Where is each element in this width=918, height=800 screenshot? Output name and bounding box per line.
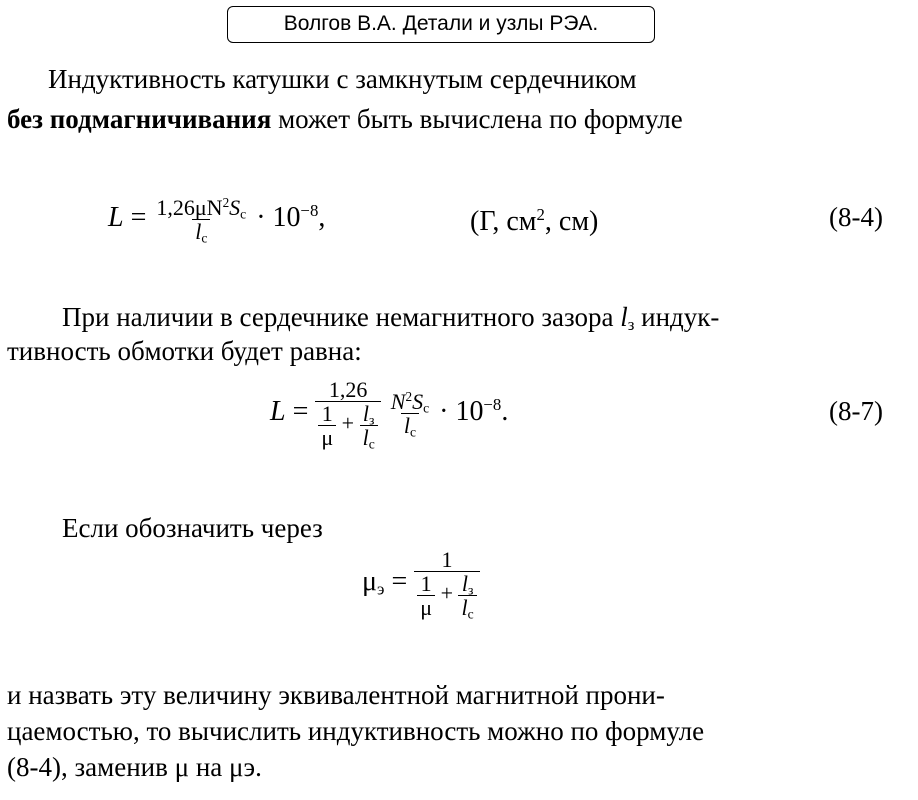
paragraph-2-line-1: При наличии в сердечнике немагнитного зазора $l_з$ индук-	[62, 302, 720, 335]
paragraph-1-line-2	[7, 104, 683, 135]
paragraph-3-line-1: Если обозначить через	[62, 513, 323, 543]
equation-8-4: L = $\frac{1,26\mu N^2S_c}{l_c}$ · $10^{-8}$,	[108, 195, 326, 246]
paragraph-2-line-2: тивность обмотки будет равна:	[7, 336, 362, 366]
equation-number-8-7: (8-7)	[829, 396, 883, 426]
equation-number-8-4: (8-4)	[829, 202, 883, 232]
equation-8-7: L = 1,26 $\frac{1}{\mu}$ + $\frac{l_з}{l_c}$ $\frac{N^2S_c}{l_c}$ · $10^{-8}$.	[270, 377, 509, 452]
paragraph-4-line-2: цаемостью, то вычислить индуктивность можно по формуле	[7, 716, 705, 746]
equation-mu-e: $\mu_э$ = 1 $\frac{1}{\mu}$ + $\frac{l_з}{l_c}$	[362, 548, 480, 619]
eq-mu-e-fraction: 1 $\frac{1}{\mu}$ + $\frac{l_з}{l_c}$	[414, 548, 479, 619]
book-title-label: Волгов В.А. Детали и узлы РЭА.	[227, 6, 655, 43]
paragraph-4-line-1: и назвать эту величину эквивалентной магнитной прони-	[7, 680, 665, 710]
eq-8-7-ns-fraction: $\frac{N^2S_c}{l_c}$	[390, 389, 430, 440]
eq-8-4-fraction: $\frac{1,26\mu N^2S_c}{l_c}$	[156, 195, 247, 246]
paragraph-4-line-3: (8-4), заменив μ на μэ.	[7, 752, 262, 782]
bold-term: без подмагничивания	[7, 104, 272, 134]
eq-8-7-outer-fraction: 1,26 $\frac{1}{\mu}$ + $\frac{l_з}{l_c}$	[315, 378, 380, 449]
paragraph-1-line-1: Индуктивность катушки с замкнутым сердечником	[48, 64, 637, 94]
paragraph-1-line-2-rest: может быть вычислена по формуле	[271, 104, 683, 134]
equation-8-4-units: (Г, $см^2$, см)	[470, 204, 599, 237]
